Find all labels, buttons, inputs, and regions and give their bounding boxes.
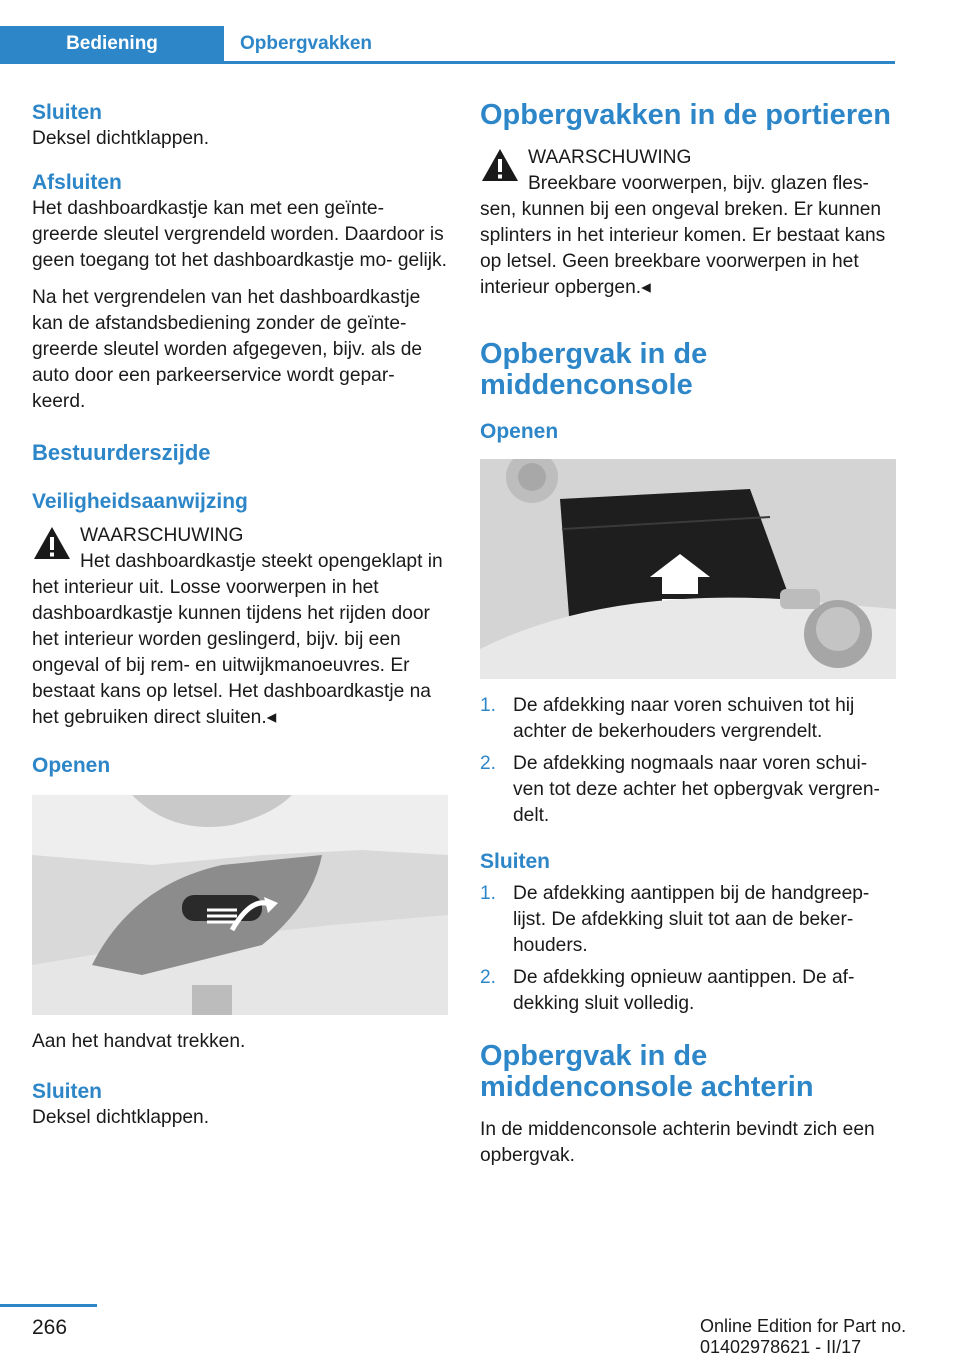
sluiten-steps-list bbox=[480, 881, 896, 1017]
warning-triangle-icon bbox=[32, 525, 72, 561]
heading-sluiten-middenconsole: Sluiten bbox=[480, 850, 551, 873]
heading-sluiten: Sluiten bbox=[32, 101, 103, 124]
list-item: 1. De afdekking aantippen bij de handgreep- lijst. De afdekking sluit tot aan de beker- houders. bbox=[480, 883, 870, 956]
warning-title: WAARSCHUWING bbox=[80, 525, 244, 546]
sluiten-text-2: Deksel dichtklappen. bbox=[32, 1107, 210, 1128]
openen-caption: Aan het handvat trekken. bbox=[32, 1031, 246, 1052]
warning-triangle-icon bbox=[480, 147, 520, 183]
list-item: 2. De afdekking opnieuw aantippen. De af- dekking sluit volledig. bbox=[480, 967, 855, 1014]
heading-middenconsole-achterin: Opbergvak in de middenconsole achterin bbox=[480, 1040, 814, 1103]
openen-steps-list bbox=[480, 693, 896, 829]
left-column bbox=[32, 100, 448, 1131]
warning-text-portieren: Breekbare voorwerpen, bijv. glazen fles- sen, kunnen bij een ongeval breken. Er kunnen splinters in het interieur komen. Er bestaat kans op letsel. Geen breekbare voorwerpen in het interieur opbergen.◂ bbox=[480, 173, 886, 298]
heading-openen: Openen bbox=[32, 754, 111, 777]
edition-note: Online Edition for Part no. 01402978621 - II/17 bbox=[700, 1316, 907, 1357]
center-console-image bbox=[480, 459, 896, 679]
tab-opbergvakken[interactable]: Opbergvakken bbox=[240, 33, 372, 54]
tab-bediening[interactable]: Bediening bbox=[0, 26, 224, 61]
heading-sluiten-2: Sluiten bbox=[32, 1080, 103, 1103]
header-bar bbox=[0, 26, 895, 64]
achterin-text: In de middenconsole achterin bevindt zich een opbergvak. bbox=[480, 1119, 875, 1166]
heading-opbergvakken-portieren: Opbergvakken in de portieren bbox=[480, 99, 891, 131]
list-item: 1. De afdekking naar voren schuiven tot hij achter de bekerhouders vergrendelt. bbox=[480, 695, 855, 742]
right-column bbox=[480, 100, 896, 1169]
afsluiten-paragraph-1: Het dashboardkastje kan met een geïnte- greerde sleutel vergrendeld worden. Daardoor is geen toegang tot het dashboardkastje mo- gelijk. bbox=[32, 198, 447, 271]
glovebox-image bbox=[32, 795, 448, 1015]
page-number: 266 bbox=[32, 1316, 68, 1339]
heading-veiligheidsaanwijzing: Veiligheidsaanwijzing bbox=[32, 490, 248, 513]
afsluiten-paragraph-2: Na het vergrendelen van het dashboardkastje kan de afstandsbediening zonder de geïnte- greerde sleutel worden afgegeven, bijv. als de auto door een parkeerservice wordt gepar- keerd. bbox=[32, 287, 423, 412]
warning-title-portieren: WAARSCHUWING bbox=[528, 147, 692, 168]
warning-block bbox=[32, 523, 448, 731]
heading-bestuurderszijde: Bestuurderszijde bbox=[32, 440, 211, 465]
footer-rule bbox=[0, 1304, 97, 1307]
heading-openen-middenconsole: Openen bbox=[480, 420, 559, 443]
warning-block-portieren bbox=[480, 145, 896, 301]
sluiten-text: Deksel dichtklappen. bbox=[32, 128, 210, 149]
list-item: 2. De afdekking nogmaals naar voren schui- ven tot deze achter het opbergvak vergren- delt. bbox=[480, 753, 880, 826]
heading-afsluiten: Afsluiten bbox=[32, 171, 122, 194]
heading-opbergvak-middenconsole: Opbergvak in de middenconsole bbox=[480, 338, 708, 401]
warning-text: Het dashboardkastje steekt opengeklapt in het interieur uit. Losse voorwerpen in het dashboardkastje kunnen tijdens het rijden door het interieur worden geslingerd, bijv. bij een ongeval of bij rem- en uitwijkmanoeuvres. Er bestaat kans op letsel. Het dashboardkastje na het gebruiken direct sluiten.◂ bbox=[32, 551, 443, 728]
